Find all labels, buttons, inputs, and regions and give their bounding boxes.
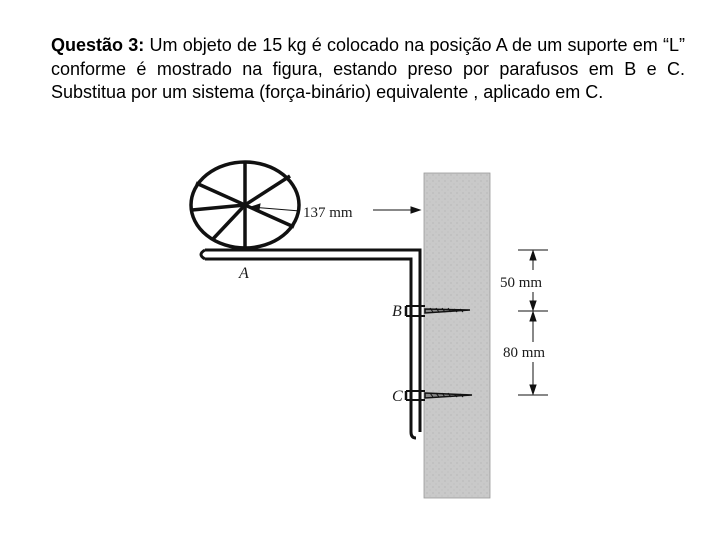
point-b-label: B xyxy=(392,303,402,320)
point-a-label: A xyxy=(239,265,249,282)
dim-bc-label: 80 mm xyxy=(503,345,546,361)
l-bracket xyxy=(201,250,420,438)
wheel-object xyxy=(191,162,299,248)
dim-radius-label: 137 mm xyxy=(303,205,353,221)
question-label: Questão 3: xyxy=(51,35,145,55)
dim-ab-label: 50 mm xyxy=(500,275,543,291)
question-body: Um objeto de 15 kg é colocado na posição A de um suporte em “L” conforme é mostrado na figura, estando preso por parafusos em B e C. Substitua por um sistema (força-binário) equivalente , aplicado em C. xyxy=(51,35,685,102)
point-c-label: C xyxy=(392,388,403,405)
vertical-dimensions xyxy=(518,250,548,395)
